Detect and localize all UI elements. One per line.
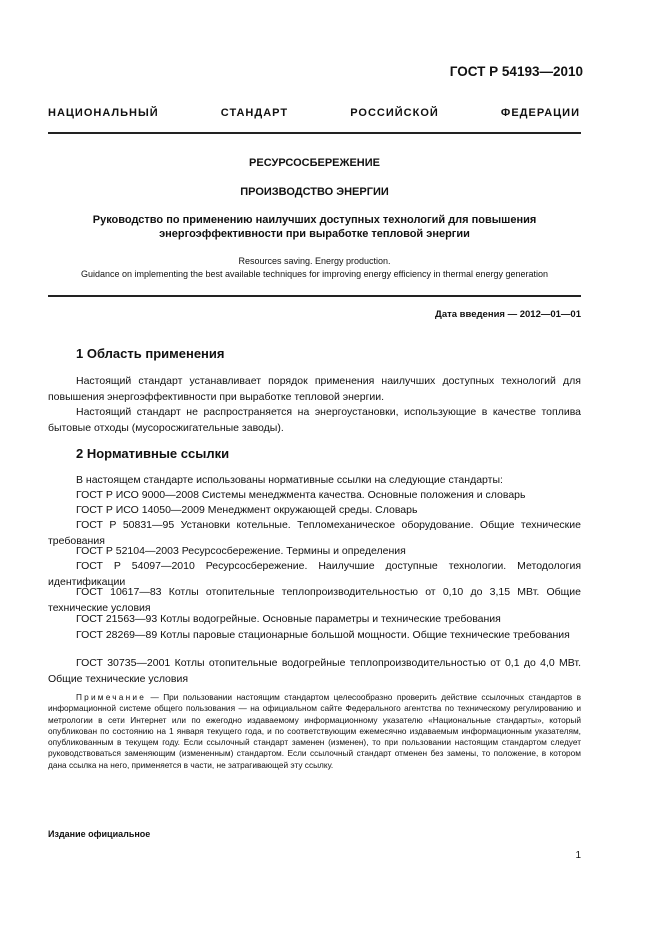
reference-item: ГОСТ Р ИСО 9000—2008 Системы менеджмента качества. Основные положения и словарь <box>76 489 526 501</box>
title-line-2: ПРОИЗВОДСТВО ЭНЕРГИИ <box>240 186 389 198</box>
page-number: 1 <box>575 850 581 861</box>
english-title-line-1: Resources saving. Energy production. <box>238 256 391 266</box>
reference-item: ГОСТ 21563—93 Котлы водогрейные. Основные параметры и технические требования <box>76 613 501 625</box>
title-line-1: РЕСУРСОСБЕРЕЖЕНИЕ <box>249 157 380 169</box>
official-edition: Издание официальное <box>48 829 151 839</box>
reference-item: ГОСТ 10617—83 Котлы отопительные теплопроизводительностью от 0,10 до 3,15 МВт. Общие технические условия <box>48 586 581 614</box>
section-1-paragraph: Настоящий стандарт не распространяется на энергоустановки, использующие в качестве топлива бытовые отходы (мусоросжигательные заводы). <box>48 406 581 434</box>
reference-item: ГОСТ 28269—89 Котлы паровые стационарные большой мощности. Общие технические требования <box>76 629 570 641</box>
english-title <box>48 255 581 281</box>
note-text: — При пользовании настоящим стандартом целесообразно проверить действие ссылочных стандартов в информационной системе общего пользования — на официальном сайте Федерального агентства по техническому регулированию и метрологии в сети Интернет или по ежегодно издаваемому информационному указателю «Национальные стандарты», который опубликован по состоянию на 1 января текущего года, и по соответствующим ежемесячно издаваемым информационным указателям, опубликованным в текущем году. Если ссылочный стандарт заменен (изменен), то при пользовании настоящим стандартом следует руководствоваться заменяющим (измененным) стандартом. Если ссылочный стандарт отменен без замены, то положение, в котором дана ссылка на него, применяется в части, не затрагивающей эту ссылку. <box>48 692 581 770</box>
national-standard-heading: НАЦИОНАЛЬНЫЙ СТАНДАРТ РОССИЙСКОЙ ФЕДЕРАЦИИ <box>48 107 580 119</box>
header-divider <box>48 132 581 134</box>
english-title-line-2: Guidance on implementing the best available techniques for improving energy efficiency in thermal energy generation <box>80 269 549 279</box>
document-number: ГОСТ Р 54193—2010 <box>449 64 583 79</box>
section-2-heading: 2 Нормативные ссылки <box>76 446 230 461</box>
reference-item: ГОСТ Р 52104—2003 Ресурсосбережение. Термины и определения <box>76 545 406 557</box>
reference-item: ГОСТ Р 54097—2010 Ресурсосбережение. Наилучшие доступные технологии. Методология идентификации <box>48 560 581 588</box>
reference-item: ГОСТ Р ИСО 14050—2009 Менеджмент окружающей среды. Словарь <box>76 504 418 516</box>
reference-item: ГОСТ 30735—2001 Котлы отопительные водогрейные теплопроизводительностью от 0,1 до 4,0 МВт. Общие технические условия <box>48 657 581 685</box>
reference-item: ГОСТ Р 50831—95 Установки котельные. Тепломеханическое оборудование. Общие технические требования <box>48 519 581 547</box>
document-subtitle: Руководство по применению наилучших доступных технологий для повышения энергоэффективности при выработке тепловой энергии <box>92 214 537 240</box>
introduction-date: Дата введения — 2012—01—01 <box>435 309 581 320</box>
title-divider <box>48 295 581 297</box>
section-1-paragraph: Настоящий стандарт устанавливает порядок применения наилучших доступных технологий для повышения энергоэффективности при выработке тепловой энергии. <box>48 375 581 403</box>
references-note <box>48 692 581 771</box>
reference-intro: В настоящем стандарте использованы нормативные ссылки на следующие стандарты: <box>76 474 503 486</box>
section-1-heading: 1 Область применения <box>76 346 225 361</box>
note-label: Примечание <box>76 692 147 702</box>
